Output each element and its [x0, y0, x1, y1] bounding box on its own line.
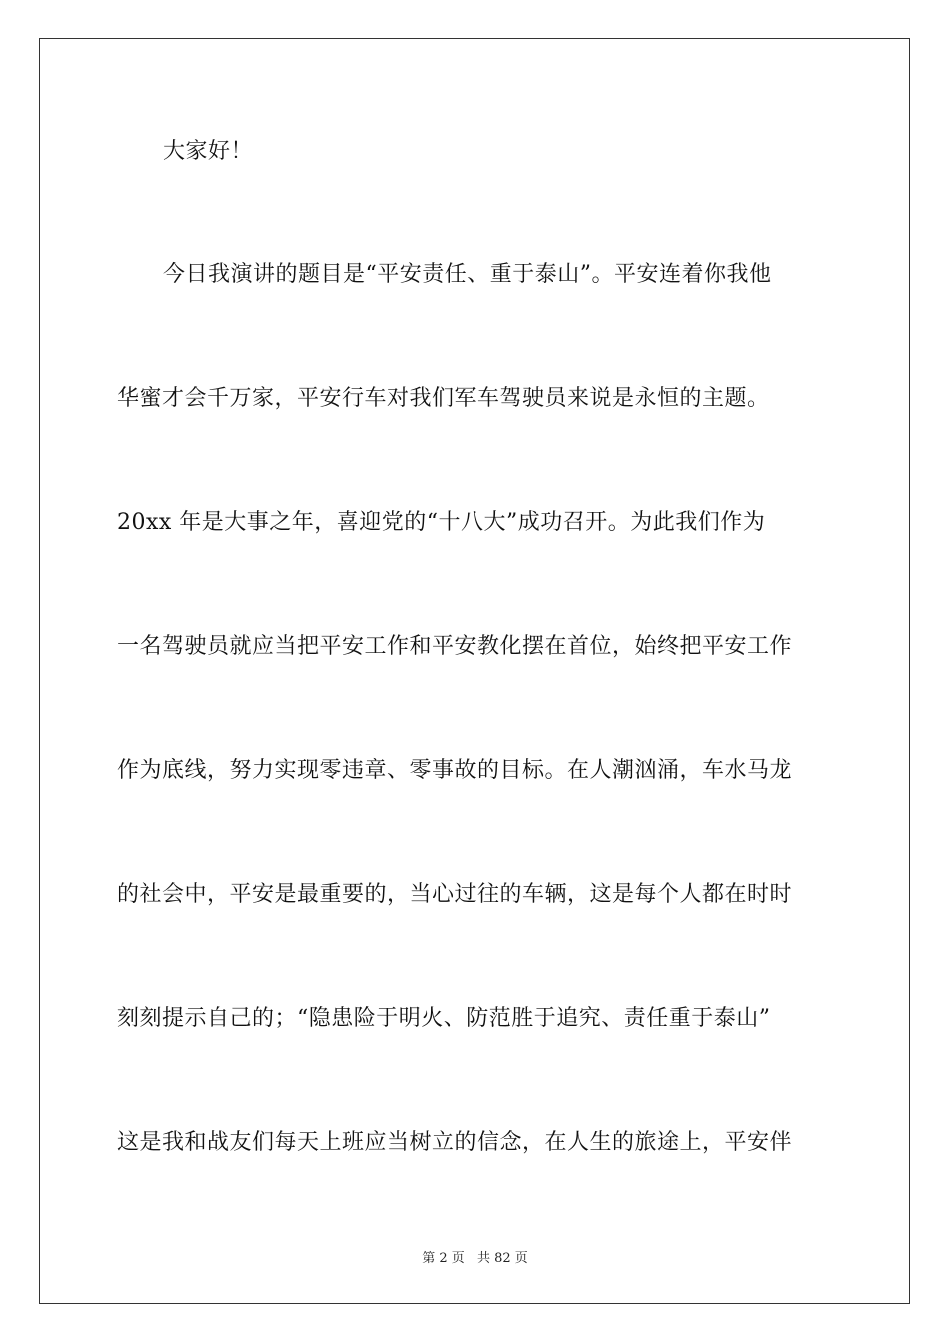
paragraph-line: 今日我演讲的题目是“平安责任、重于泰山”。平安连着你我他	[163, 262, 772, 287]
page-footer	[0, 1247, 950, 1266]
paragraph-line: 20xx 年是大事之年，喜迎党的“十八大”成功召开。为此我们作为	[117, 510, 766, 535]
page-number: 第 2 页	[422, 1251, 465, 1266]
paragraph-line: 刻刻提示自己的；“隐患险于明火、防范胜于追究、责任重于泰山”	[117, 1006, 771, 1031]
paragraph-line: 作为底线，努力实现零违章、零事故的目标。在人潮汹涌，车水马龙	[117, 758, 793, 783]
paragraph-line: 一名驾驶员就应当把平安工作和平安教化摆在首位，始终把平安工作	[117, 634, 793, 659]
page-border	[39, 38, 910, 1304]
paragraph-line: 这是我和战友们每天上班应当树立的信念，在人生的旅途上，平安伴	[117, 1130, 793, 1155]
paragraph-line: 华蜜才会千万家，平安行车对我们军车驾驶员来说是永恒的主题。	[117, 386, 770, 411]
paragraph-line: 的社会中，平安是最重要的，当心过往的车辆，这是每个人都在时时	[117, 882, 793, 907]
page-total: 共 82 页	[476, 1251, 528, 1266]
greeting-line: 大家好！	[163, 139, 254, 164]
